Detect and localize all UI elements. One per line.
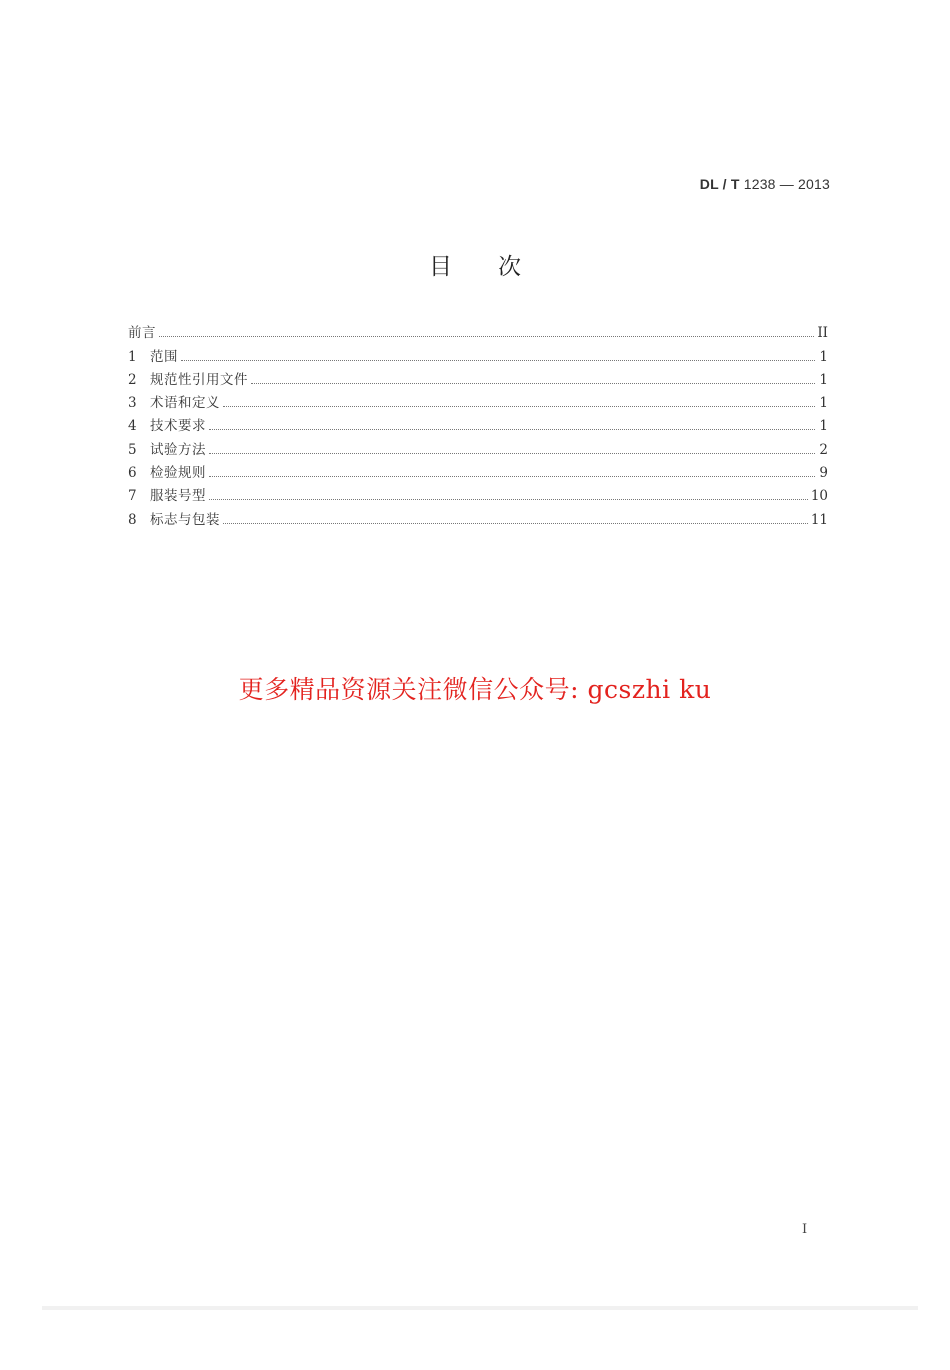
toc-entry-label: 前言 [128,325,156,342]
page-number: I [802,1222,808,1237]
toc-entry-number: 6 [128,465,137,482]
toc-entry-label: 规范性引用文件 [150,371,248,388]
toc-entry-3[interactable] [128,389,828,412]
toc-entry-6[interactable] [128,459,828,482]
toc-entry-7[interactable] [128,482,828,505]
toc-entry-label: 范围 [150,348,178,365]
toc-entry-label: 术语和定义 [150,395,220,412]
toc-dot-leader [209,476,815,477]
toc-entry-number: 7 [128,488,137,505]
toc-entry-number: 4 [128,418,137,435]
toc-entry-page: 1 [819,348,828,365]
toc-entry-page: 2 [819,441,828,458]
toc-entry-label: 服装号型 [150,488,206,505]
toc-entry-page: 1 [819,395,828,412]
toc-entry-4[interactable] [128,412,828,435]
toc-entry-number: 8 [128,511,137,528]
toc-entry-foreword[interactable] [128,319,828,342]
toc-entry-number: 5 [128,441,137,458]
toc-entry-1[interactable] [128,342,828,365]
toc-entry-2[interactable] [128,366,828,389]
page-title: 目次 [429,254,567,280]
toc-dot-leader [223,406,815,407]
toc-entry-page: 10 [810,488,828,505]
toc-entry-page: II [817,325,828,342]
toc-entry-5[interactable] [128,435,828,458]
toc-entry-number: 3 [128,395,137,412]
toc-dot-leader [251,383,815,384]
toc-dot-leader [159,336,814,337]
toc-dot-leader [209,499,808,500]
toc-entry-page: 1 [819,418,828,435]
toc-entry-page: 1 [819,371,828,388]
standard-code [640,176,830,192]
toc-entry-label: 标志与包装 [150,511,220,528]
toc-entry-label: 技术要求 [150,418,206,435]
toc-entry-number: 2 [128,371,137,388]
standard-prefix: DL / T [699,176,740,192]
toc-dot-leader [223,523,808,524]
toc-entry-page: 9 [819,465,828,482]
toc-entry-page: 11 [810,511,828,528]
scan-edge-shadow [42,1306,918,1310]
toc-dot-leader [209,429,815,430]
wechat-promo-notice: 更多精品资源关注微信公众号: gcszhi ku [238,675,712,704]
toc-entry-label: 检验规则 [150,465,206,482]
toc-dot-leader [209,453,815,454]
standard-number: 1238 — 2013 [743,176,830,192]
toc-dot-leader [181,360,815,361]
table-of-contents [128,319,828,529]
toc-entry-label: 试验方法 [150,441,206,458]
toc-entry-8[interactable] [128,505,828,528]
toc-entry-number: 1 [128,348,137,365]
